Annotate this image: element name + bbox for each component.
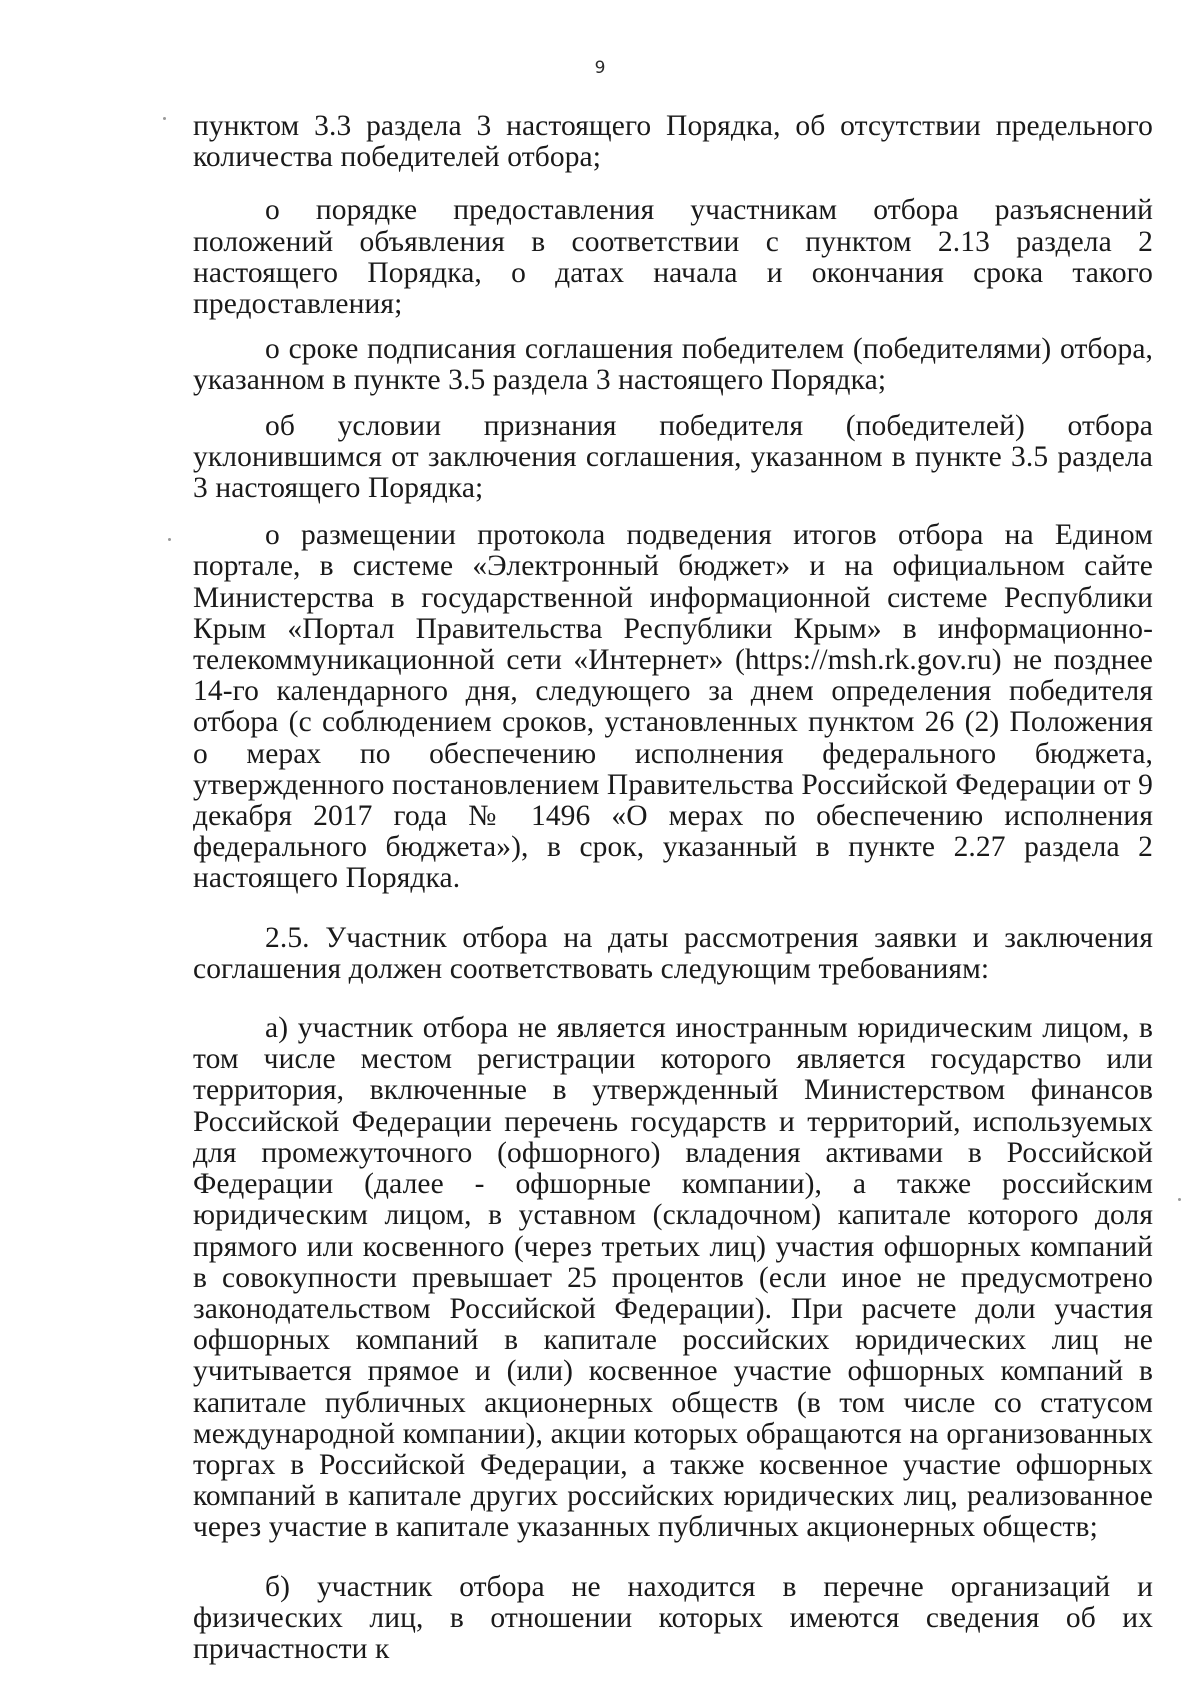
- scan-speck: [1178, 1198, 1181, 1201]
- paragraph-clarification-procedure: о порядке предоставления участникам отбора разъяснений положений объявления в соответствии с пунктом 2.13 раздела 2 настоящего Порядка, о датах начала и окончания срока такого предоставления;: [193, 194, 1153, 321]
- page-number: 9: [594, 58, 606, 78]
- paragraph-signing-term: о сроке подписания соглашения победителем (победителями) отбора, указанном в пункте 3.5 раздела 3 настоящего Порядка;: [193, 333, 1153, 397]
- paragraph-protocol-publication: о размещении протокола подведения итогов отбора на Едином портале, в системе «Электронный бюджет» и на официальном сайте Министерства в государственной информационной системе Республики Крым «Портал Правительства Республики Крым» в информационно-телекоммуникационной сети «Интернет» (https://msh.rk.gov.ru) не позднее 14-го календарного дня, следующего за днем определения победителя отбора (с соблюдением сроков, установленных пунктом 26 (2) Положения о мерах по обеспечению исполнения федерального бюджета, утвержденного постановлением Правительства Российской Федерации от 9 декабря 2017 года № 1496 «О мерах по обеспечению исполнения федерального бюджета»), в срок, указанный в пункте 2.27 раздела 2 настоящего Порядка.: [193, 519, 1153, 895]
- paragraph-item-b: б) участник отбора не находится в перечне организаций и физических лиц, в отношении которых имеются сведения об их причастности к: [193, 1570, 1153, 1665]
- scan-speck: [163, 117, 166, 120]
- scan-speck: [168, 538, 171, 541]
- paragraph-item-a: а) участник отбора не является иностранным юридическим лицом, в том числе местом регистрации которого является государство или территория, включенные в утвержденный Министерством финансов Российской Федерации перечень государств и территорий, используемых для промежуточного (офшорного) владения активами в Российской Федерации (далее - офшорные компании), а также российским юридическим лицом, в уставном (складочном) капитале которого доля прямого или косвенного (через третьих лиц) участия офшорных компаний в совокупности превышает 25 процентов (если иное не предусмотрено законодательством Российской Федерации). При расчете доли участия офшорных компаний в капитале российских юридических лиц не учитывается прямое и (или) косвенное участие офшорных компаний в капитале публичных акционерных обществ (в том числе со статусом международной компании), акции которых обращаются на организованных торгах в Российской Федерации, а также косвенное участие офшорных компаний в капитале других российских юридических лиц, реализованное через участие в капитале указанных публичных акционерных обществ;: [193, 1012, 1153, 1544]
- paragraph-section-2-5: 2.5. Участник отбора на даты рассмотрения заявки и заключения соглашения должен соответствовать следующим требованиям:: [193, 921, 1153, 985]
- document-body: [193, 111, 1153, 1665]
- paragraph-continuation: пунктом 3.3 раздела 3 настоящего Порядка, об отсутствии предельного количества победителей отбора;: [193, 110, 1153, 174]
- paragraph-evasion-condition: об условии признания победителя (победителей) отбора уклонившимся от заключения соглашения, указанном в пункте 3.5 раздела 3 настоящего Порядка;: [193, 409, 1153, 505]
